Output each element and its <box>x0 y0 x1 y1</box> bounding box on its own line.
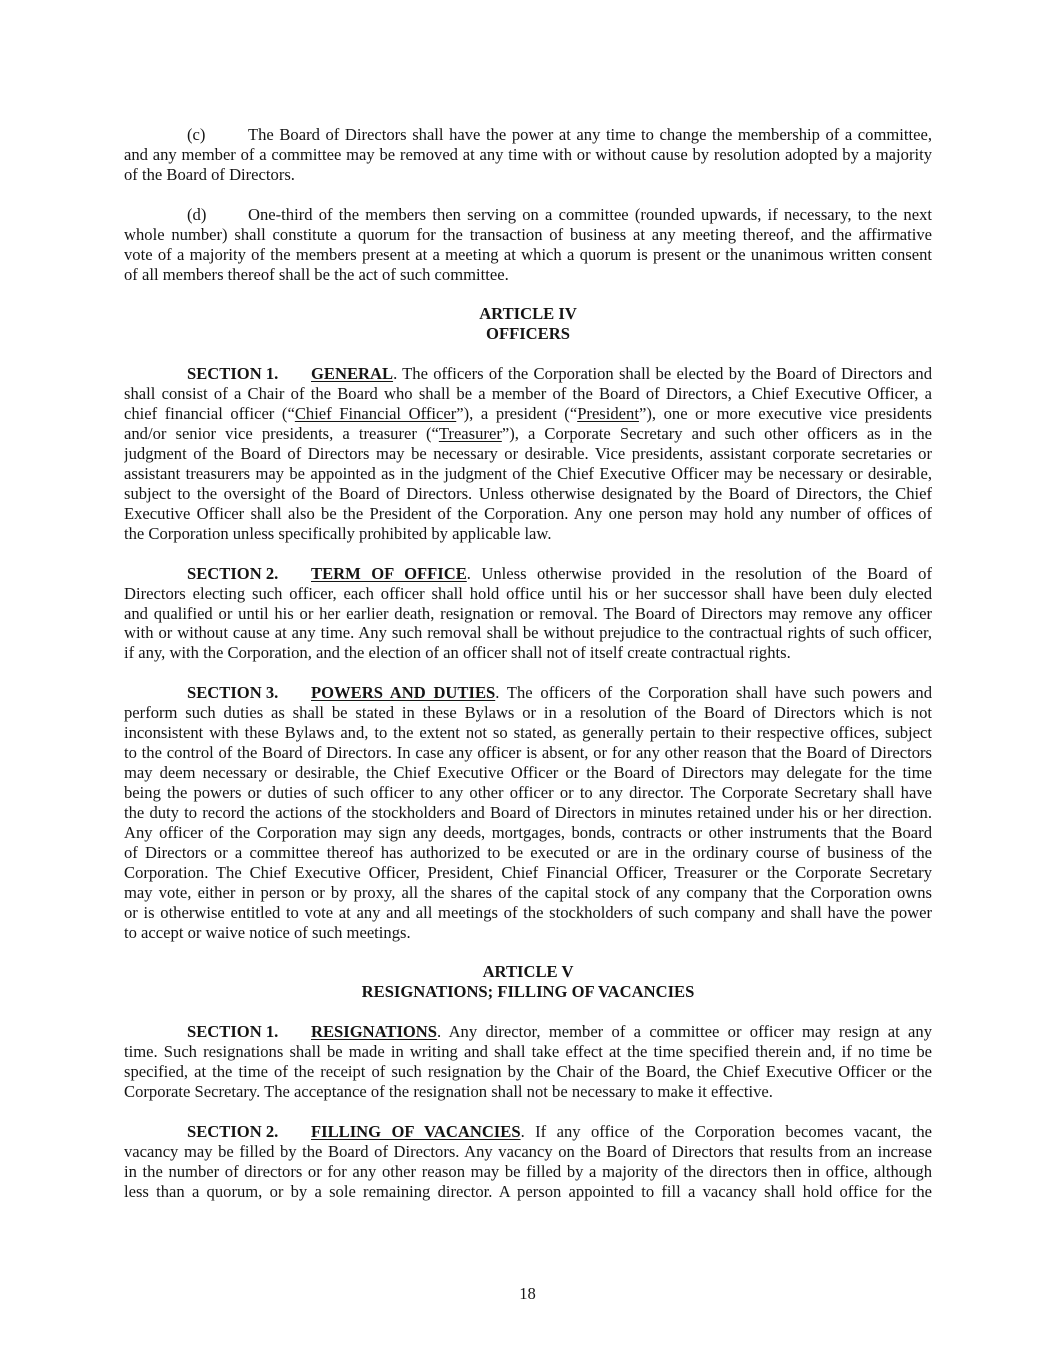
article-heading <box>124 304 932 344</box>
paragraph <box>124 1122 932 1202</box>
paragraph <box>124 205 932 285</box>
text-line: time. Such resignations shall be made in writing and shall take effect at the time specified therein and, if no time be <box>124 1042 932 1062</box>
line-text: . The officers of the Corporation shall have such powers and <box>495 683 932 703</box>
page-number: 18 <box>519 1284 536 1303</box>
defined-term: Chief Financial Officer <box>294 404 457 424</box>
subsection-label: (c) <box>187 125 206 144</box>
defined-term: Treasurer <box>438 424 502 444</box>
text-line: Directors electing such officer, each officer shall hold office until his or her successor shall have been duly elected <box>124 583 932 603</box>
article-title: RESIGNATIONS; FILLING OF VACANCIES <box>361 982 695 1002</box>
text-line: specified, at the time of the receipt of such resignation by the Chair of the Board, the Chief Executive Officer or the <box>124 1062 932 1082</box>
paragraph <box>124 1022 932 1102</box>
defined-term: President <box>577 404 639 424</box>
text-line <box>124 564 932 584</box>
text-line: vacancy may be filled by the Board of Directors. Any vacancy on the Board of Directors that results from an increase <box>124 1141 932 1161</box>
text-line: Corporate Secretary. The acceptance of the resignation shall not be necessary to make it effective. <box>124 1082 773 1101</box>
text-line <box>124 683 932 703</box>
text-line <box>124 205 932 225</box>
text-line <box>124 364 932 384</box>
line-text: ”), one or more executive vice presidents <box>638 404 932 424</box>
section-title: RESIGNATIONS <box>311 1022 438 1042</box>
text-line: and qualified or until his or her earlier death, resignation or removal. The Board of Directors may remove any officer <box>124 603 932 623</box>
text-line: Executive Officer shall also be the President of the Corporation. Any one person may hold any number of offices of <box>124 503 932 523</box>
text-line: if any, with the Corporation, and the election of an officer shall not of itself create contractual rights. <box>124 643 791 663</box>
text-line: to accept or waive notice of such meetings. <box>124 922 411 942</box>
text-line: whole number) shall constitute a quorum for the transaction of business at any meeting thereof, and the affirmative <box>124 224 932 244</box>
paragraph <box>124 564 932 664</box>
text-line <box>124 1022 932 1042</box>
paragraph <box>124 364 932 543</box>
line-text: ”), a Corporate Secretary and such other officers as in the <box>501 424 932 444</box>
text-line: assistant treasurers may be appointed as in the judgment of the Chief Executive Officer may be necessary or desirable, <box>124 463 932 483</box>
text-line: to the control of the Board of Directors. In case any officer is absent, or for any other reason that the Board of Directors <box>124 743 932 763</box>
text-line: in the number of directors or for any other reason may be filled by a majority of the directors then in office, although <box>124 1161 932 1181</box>
text-line: with or without cause at any time. Any such removal shall be without prejudice to the contractual rights of such officer, <box>124 623 932 643</box>
section-title: TERM OF OFFICE <box>311 563 467 583</box>
section-number: SECTION 2. <box>187 1121 279 1141</box>
text-line: inconsistent with these Bylaws and, to the extent not so stated, as generally pertain to their respective offices, subject <box>124 723 932 743</box>
line-text: and/or senior vice presidents, a treasurer (“ <box>124 424 439 444</box>
text-line: Corporation. The Chief Executive Officer, President, Chief Financial Officer, Treasurer or the Corporate Secretary <box>124 862 932 882</box>
line-text: chief financial officer (“ <box>124 404 295 424</box>
text-line: perform such duties as shall be stated in these Bylaws or in a resolution of the Board of Directors which is not <box>124 703 932 723</box>
line-text: . If any office of the Corporation becomes vacant, the <box>520 1121 932 1141</box>
article-title: OFFICERS <box>486 324 570 344</box>
text-line: the Corporation unless specifically prohibited by applicable law. <box>124 523 552 543</box>
text-line: Any officer of the Corporation may sign any deeds, mortgages, bonds, contracts or other instruments that the Board <box>124 822 932 842</box>
line-text: . Unless otherwise provided in the resolution of the Board of <box>466 563 932 583</box>
text-line: of Directors or a committee thereof has authorized to be executed or are in the ordinary course of business of the <box>124 842 932 862</box>
text-line: and any member of a committee may be removed at any time with or without cause by resolution adopted by a majority <box>124 144 932 164</box>
line-text: . The officers of the Corporation shall be elected by the Board of Directors and <box>393 364 932 384</box>
line-text: The Board of Directors shall have the power at any time to change the membership of a committee, <box>248 125 932 144</box>
section-number: SECTION 1. <box>187 364 279 384</box>
paragraph <box>124 125 932 185</box>
text-line: may vote, either in person or by proxy, all the shares of the capital stock of any company that the Corporation owns <box>124 882 932 902</box>
document-body <box>124 125 932 1202</box>
text-line: the duty to record the actions of the stockholders and Board of Directors in minutes retained under his or her direction. <box>124 802 932 822</box>
text-line: vote of a majority of the members present at a meeting at which a quorum is present or the unanimous written consent <box>124 244 932 264</box>
text-line <box>124 125 932 145</box>
line-text: One-third of the members then serving on a committee (rounded upwards, if necessary, to the next <box>248 204 932 224</box>
line-text: ”), a president (“ <box>456 404 578 424</box>
section-title: POWERS AND DUTIES <box>311 683 496 703</box>
text-line: less than a quorum, or by a sole remaining director. A person appointed to fill a vacancy shall hold office for the <box>124 1181 932 1201</box>
article-number: ARTICLE V <box>482 962 574 982</box>
text-line: or is otherwise entitled to vote at any and all meetings of the stockholders of such company and shall have the power <box>124 902 932 922</box>
text-line: shall consist of a Chair of the Board who shall be a member of the Board of Directors, a Chief Executive Officer, a <box>124 384 932 404</box>
section-number: SECTION 3. <box>187 683 279 703</box>
section-title: FILLING OF VACANCIES <box>311 1121 521 1141</box>
text-line <box>124 404 932 424</box>
subsection-label: (d) <box>187 204 207 224</box>
text-line: of the Board of Directors. <box>124 164 295 184</box>
article-number: ARTICLE IV <box>479 304 577 324</box>
text-line: subject to the oversight of the Board of Directors. Unless otherwise designated by the Board of Directors, the Chief <box>124 483 932 503</box>
text-line: judgment of the Board of Directors may be necessary or desirable. Vice presidents, assistant corporate secretaries or <box>124 444 932 463</box>
section-title: GENERAL <box>311 364 394 384</box>
section-number: SECTION 1. <box>187 1022 279 1042</box>
paragraph <box>124 683 932 942</box>
section-number: SECTION 2. <box>187 563 279 583</box>
text-line <box>124 424 932 444</box>
article-heading <box>124 962 932 1002</box>
text-line: being the powers or duties of such officer to any other officer or to any director. The Corporate Secretary shall have <box>124 782 932 802</box>
text-line: of all members thereof shall be the act of such committee. <box>124 264 509 284</box>
text-line <box>124 1122 932 1142</box>
line-text: . Any director, member of a committee or officer may resign at any <box>437 1022 932 1042</box>
text-line: may deem necessary or desirable, the Chief Executive Officer or the Board of Directors may delegate for the time <box>124 763 932 782</box>
